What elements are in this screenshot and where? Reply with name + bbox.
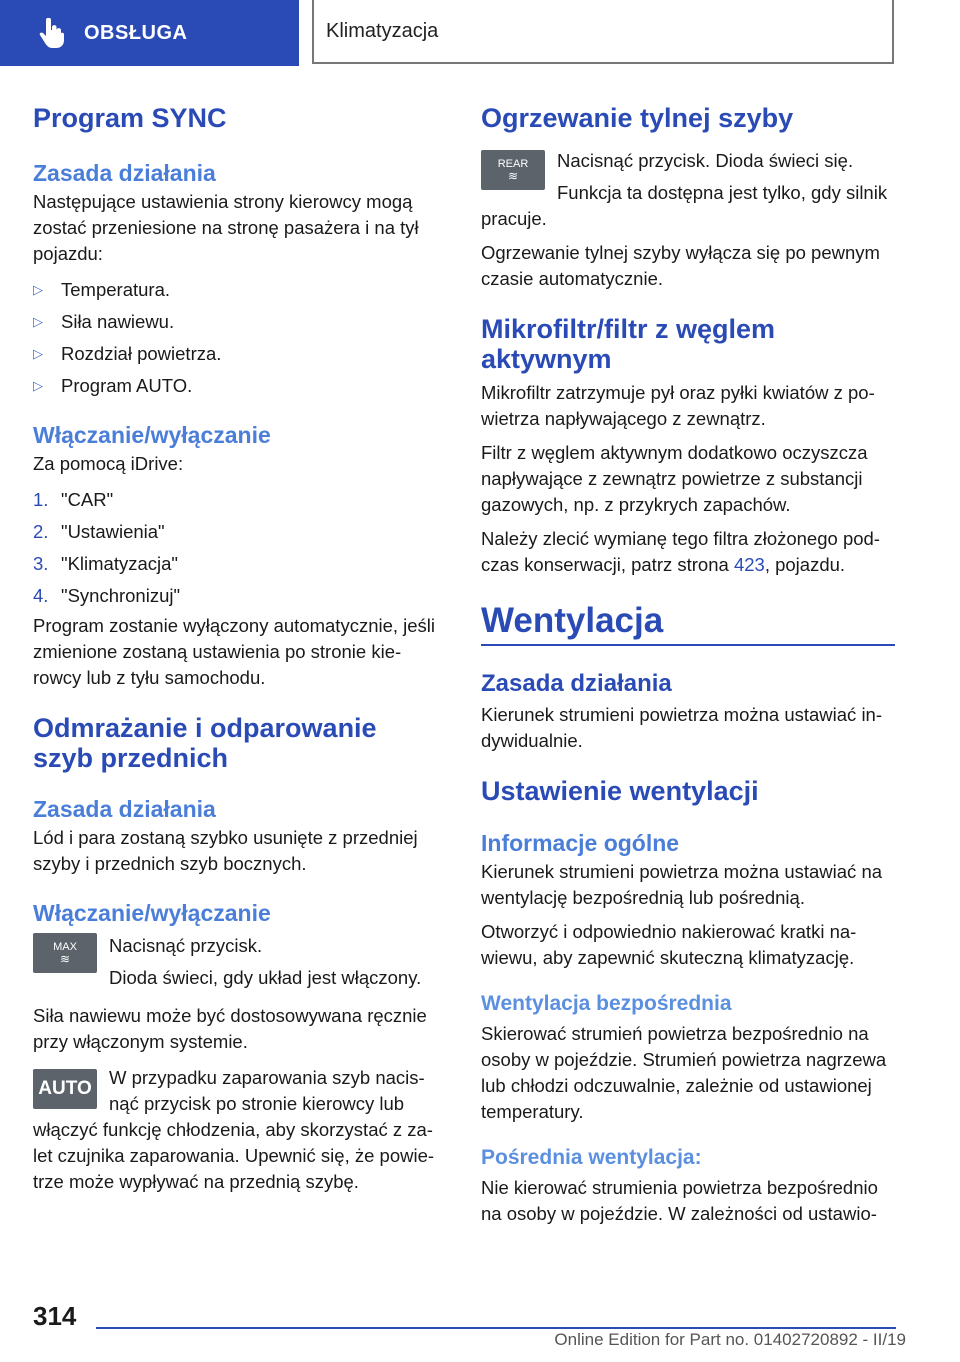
auto-label: AUTO <box>38 1078 92 1099</box>
vent-title-rule <box>481 600 895 646</box>
rear-press-block <box>481 148 895 232</box>
max-label: MAX <box>53 941 77 953</box>
defrost-onoff-heading: Włączanie/wyłączanie <box>33 900 271 926</box>
general-heading: Informacje ogólne <box>481 830 680 856</box>
list-item: 4. "Synchronizuj" <box>33 585 181 606</box>
defrost-auto-block <box>33 1065 443 1195</box>
list-item: 2. "Ustawienia" <box>33 521 165 542</box>
filter-text-1: Mikrofiltr zatrzymuje pył oraz pyłki kwiatów z po-wietrza napływającego z zewnątrz. <box>481 382 875 429</box>
triangle-bullet-icon: ▷ <box>33 282 43 297</box>
defrost-press-text: Nacisnąć przycisk. <box>109 935 263 956</box>
general-text-2: Otworzyć i odpowiednio nakierować kratki na-wiewu, aby zapewnić skuteczną klimatyzację. <box>481 921 857 968</box>
sync-principle-heading: Zasada działania <box>33 160 216 186</box>
rear-press-text: Nacisnąć przycisk. Dioda świeci się. <box>557 150 854 171</box>
vent-principle-text: Kierunek strumieni powietrza można ustawiać in-dywidualnie. <box>481 704 883 751</box>
left-column <box>33 100 443 1195</box>
triangle-bullet-icon: ▷ <box>33 378 43 393</box>
max-defrost-button <box>33 933 97 973</box>
vent-title: Wentylacja <box>481 601 664 640</box>
footer-rule <box>96 1327 896 1329</box>
section-label: OBSŁUGA <box>84 21 188 44</box>
triangle-bullet-icon: ▷ <box>33 314 43 329</box>
list-item: 3. "Klimatyzacja" <box>33 553 178 574</box>
indirect-heading: Pośrednia wentylacja: <box>481 1146 702 1169</box>
page-link[interactable]: 423 <box>733 554 765 575</box>
defrost-principle-text: Lód i para zostaną szybko usunięte z przedniej szyby i przednich szyb bocznych. <box>33 827 418 874</box>
defrost-principle-heading: Zasada działania <box>33 796 216 822</box>
sync-onoff-heading: Włączanie/wyłączanie <box>33 422 271 448</box>
defrost-auto-text: W przypadku zaparowania szyb nacis-nąć przycisk po stronie kierowcy lub włączyć funkcję chłodzenia, aby skorzystać z za-let czujnika zaparowania. Upewnić się, że powie-trze może wypływać na przednią szybę. <box>33 1067 435 1192</box>
defrost-wave-icon: ≋ <box>59 952 71 966</box>
list-item: ▷ Siła nawiewu. <box>33 309 443 335</box>
general-text-1: Kierunek strumieni powietrza można ustawiać na wentylację bezpośrednią lub pośrednią. <box>481 861 883 908</box>
sync-title: Program SYNC <box>33 103 227 133</box>
defrost-title: Odmrażanie i odparowanie szyb przednich <box>33 713 377 773</box>
sync-off-text: Program zostanie wyłączony automatycznie, jeśli zmienione zostaną ustawienia po stronie kie-rowcy lub z tyłu samochodu. <box>33 615 436 688</box>
defrost-wave-icon: ≋ <box>507 169 519 183</box>
rear-engine-text: Funkcja ta dostępna jest tylko, gdy silnik pracuje. <box>481 182 888 229</box>
chapter-label: Klimatyzacja <box>326 19 439 42</box>
defrost-led-text: Dioda świeci, gdy układ jest włączony. <box>109 967 422 988</box>
sync-onoff-text: Za pomocą iDrive: <box>33 453 184 474</box>
defrost-press-block <box>33 933 443 991</box>
rear-defrost-button <box>481 150 545 190</box>
direct-text: Skierować strumień powietrza bezpośrednio na osoby w pojeździe. Strumień powietrza nagrzewa lub chłodzi odczuwalnie, zależnie od ustawionej temperatury. <box>481 1023 887 1122</box>
rear-auto-off-text: Ogrzewanie tylnej szyby wyłącza się po pewnym czasie automatycznie. <box>481 242 880 289</box>
auto-button <box>33 1069 97 1109</box>
sync-principle-text: Następujące ustawienia strony kierowcy mogą zostać przeniesione na stronę pasażera i na tył pojazdu: <box>33 191 419 264</box>
rear-label: REAR <box>497 158 529 170</box>
vent-setting-title: Ustawienie wentylacji <box>481 776 759 806</box>
triangle-bullet-icon: ▷ <box>33 346 43 361</box>
sync-list <box>33 277 443 399</box>
vent-principle-heading: Zasada działania <box>481 670 672 697</box>
right-column <box>481 100 895 1227</box>
chapter-tab[interactable] <box>312 0 894 64</box>
filter-title: Mikrofiltr/filtr z węglem aktywnym <box>481 314 776 374</box>
defrost-manual-text: Siła nawiewu może być dostosowywana ręcznie przy włączonym systemie. <box>33 1005 427 1052</box>
list-item: 1. "CAR" <box>33 489 114 510</box>
filter-text-3: Należy zlecić wymianę tego filtra złożonego pod-czas konserwacji, patrz strona 423, pojazdu. <box>481 528 880 575</box>
indirect-text: Nie kierować strumienia powietrza bezpośrednio na osoby w pojeździe. W zależności od ustawio- <box>481 1177 878 1224</box>
section-tab[interactable] <box>0 0 299 66</box>
rear-title: Ogrzewanie tylnej szyby <box>481 103 794 133</box>
list-item: ▷ Program AUTO. <box>33 373 443 399</box>
page-number: 314 <box>33 1301 77 1331</box>
direct-heading: Wentylacja bezpośrednia <box>481 992 732 1015</box>
filter-text-2: Filtr z węglem aktywnym dodatkowo oczyszcza napływające z zewnątrz powietrze z substancji gazowych, np. z przykrych zapachów. <box>481 442 868 515</box>
hand-pointer-icon <box>38 18 64 48</box>
list-item: ▷ Rozdział powietrza. <box>33 341 443 367</box>
page-header <box>0 0 960 68</box>
edition-text: Online Edition for Part no. 01402720892 - II/19 <box>554 1330 906 1349</box>
sync-steps <box>33 487 443 609</box>
list-item: ▷ Temperatura. <box>33 277 443 303</box>
